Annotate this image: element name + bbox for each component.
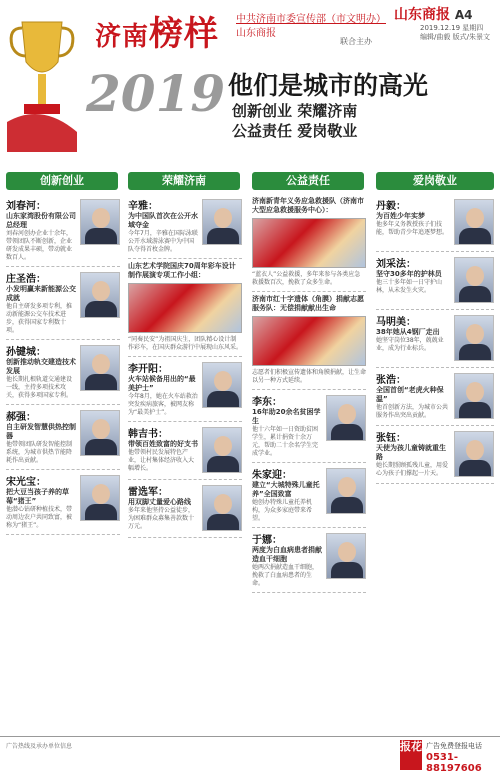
story-card: 李东： 16年助20余名贫困学生 他十六年如一日资助贫困学生，累计捐资十余万元，帮助二十余名学生完成学业。 bbox=[252, 390, 366, 463]
story-card: 济南新青年义务应急救援队（济南市大型应急救援服务中心）： “蓝衣人”公益救援，多年来参与各类应急救援数百次，挽救了众多生命。 bbox=[252, 194, 366, 292]
footer-text: 广告热线及承办单位信息 bbox=[6, 743, 73, 750]
category-bar-4: 爱岗敬业 bbox=[376, 172, 494, 190]
category-bar-1: 创新创业 bbox=[6, 172, 118, 190]
banner-slogan-1: 创新创业 荣耀济南 bbox=[232, 102, 358, 120]
column-glory bbox=[128, 194, 242, 732]
portrait-photo bbox=[454, 431, 494, 477]
trophy-icon bbox=[2, 2, 82, 152]
story-card: 辛雅： 为中国队首次在公开水域夺金 今年7月，辛雅在国际泳联公开水域游泳赛中为中国队夺得首枚金牌。 bbox=[128, 194, 242, 259]
story-card: 山东艺术学院国庆70周年彩车设计制作展演专项工作小组： “同奏民安”为祖国庆生，团队精心设计制作彩车，在国庆群众游行中展现山东风采。 bbox=[128, 259, 242, 357]
story-card: 张钰： 天使为孩儿童铸就重生路 她长期照顾孤残儿童，用爱心为孩子们撑起一片天。 bbox=[376, 426, 494, 484]
group-photo bbox=[252, 316, 366, 366]
paper-name: 山东商报 A4 bbox=[394, 7, 473, 23]
hotline-label: 广告免费登报电话 bbox=[426, 742, 482, 750]
portrait-photo bbox=[80, 475, 120, 521]
portrait-photo bbox=[326, 533, 366, 579]
portrait-photo bbox=[202, 485, 242, 531]
story-card: 刘春河： 山东家湾股份有限公司总经理 刘春河创办企业十余年，带领团队不断创新，企业研发成果丰硕，带动就业数百人。 bbox=[6, 194, 120, 267]
banner-headline: 他们是城市的高光 bbox=[228, 71, 429, 100]
banner-year: 2019 bbox=[86, 64, 226, 123]
banner-slogan-2: 公益责任 爱岗敬业 bbox=[232, 122, 358, 140]
story-card: 张浩： 全国首创“老虎火种保温” 他首创新方法，为城市公共服务作出突出贡献。 bbox=[376, 368, 494, 426]
page-footer bbox=[0, 736, 500, 774]
portrait-photo bbox=[80, 410, 120, 456]
portrait-photo bbox=[80, 272, 120, 318]
category-bar-3: 公益责任 bbox=[252, 172, 364, 190]
portrait-photo bbox=[202, 362, 242, 408]
group-photo bbox=[252, 218, 366, 268]
story-card: 马明美： 38年她从4钢厂走出 她坚守岗位38年，兢兢业业，成为行业标兵。 bbox=[376, 310, 494, 368]
column-charity bbox=[252, 194, 366, 732]
masthead-joint-label: 联合主办 bbox=[340, 37, 372, 46]
story-card: 刘采法： 坚守30多年的护林员 他三十多年如一日守护山林，从未发生火灾。 bbox=[376, 252, 494, 310]
portrait-photo bbox=[80, 345, 120, 391]
baohua-logo: 报花 bbox=[400, 740, 422, 770]
paper-date: 2019.12.19 星期四 编辑/曲毅 版式/朱景文 bbox=[420, 24, 490, 41]
story-card: 韩吉书： 带领百姓致富的好支书 他带领村民发展特色产业，让村集体经济收入大幅增长。 bbox=[128, 422, 242, 480]
portrait-photo bbox=[326, 395, 366, 441]
portrait-photo bbox=[454, 315, 494, 361]
story-card: 雷选军： 用双脚丈量爱心路线 多年来他坚持公益徒步，为困难群众募集善款数十万元。 bbox=[128, 480, 242, 538]
column-dedication bbox=[376, 194, 494, 732]
story-card: 庄圣浩： 小发明赢来新能源公交成就 他自主研发多项专利，推动新能源公交车技术进步，获得国家专利数十项。 bbox=[6, 267, 120, 340]
column-innovation bbox=[6, 194, 120, 732]
story-card: 济南市红十字遗体（角膜）捐献志愿服务队：无偿捐献献出生命 志愿者们积极宣传遗体和角膜捐献，让生命以另一种方式延续。 bbox=[252, 292, 366, 390]
hotline-number: 0531-88197606 bbox=[426, 752, 482, 774]
portrait-photo bbox=[454, 373, 494, 419]
portrait-photo bbox=[454, 199, 494, 245]
portrait-photo bbox=[202, 199, 242, 245]
story-card: 孙键城： 创新推动轨交建造技术发展 他长期扎根轨道交通建设一线，主持多项技术攻关，获得多项国家专利。 bbox=[6, 340, 120, 405]
group-photo bbox=[128, 283, 242, 333]
story-card: 朱家迎： 建立“大城特殊儿童托养”全国致富 她创办特殊儿童托养机构，为众多家庭带来希望。 bbox=[252, 463, 366, 528]
masthead-co-organizer: 山东商报 bbox=[236, 28, 276, 39]
article-columns bbox=[6, 194, 494, 732]
portrait-photo bbox=[454, 257, 494, 303]
story-card: 李开阳： 火车站候备用出的“最美护士” 今年8月，她在火车站救治突发疾病旅客，被网友称为“最美护士”。 bbox=[128, 357, 242, 422]
masthead bbox=[0, 0, 500, 58]
story-card: 丹毅： 为百姓少年实梦 他多年义务教授孩子们技能，帮助青少年追逐梦想。 bbox=[376, 194, 494, 252]
portrait-photo bbox=[80, 199, 120, 245]
story-card: 郝强： 自主研发智慧供热控制器 他带领团队研发智能控制系统，为城市供热节能降耗作出贡献。 bbox=[6, 405, 120, 470]
story-card: 宋光宝： 把大豆当孩子养的草莓“猪王” 他潜心钻研种植技术，带动周边农户共同致富，被称为“猪王”。 bbox=[6, 470, 120, 535]
portrait-photo bbox=[202, 427, 242, 473]
masthead-organizer: 中共济南市委宣传部（市文明办） bbox=[236, 14, 386, 25]
category-bar-2: 荣耀济南 bbox=[128, 172, 240, 190]
portrait-photo bbox=[326, 468, 366, 514]
story-card: 于娜： 两度为白血病患者捐献造血干细胞 她两次捐献造血干细胞，挽救了白血病患者的生命。 bbox=[252, 528, 366, 593]
masthead-title: 济南榜样 bbox=[95, 14, 220, 54]
